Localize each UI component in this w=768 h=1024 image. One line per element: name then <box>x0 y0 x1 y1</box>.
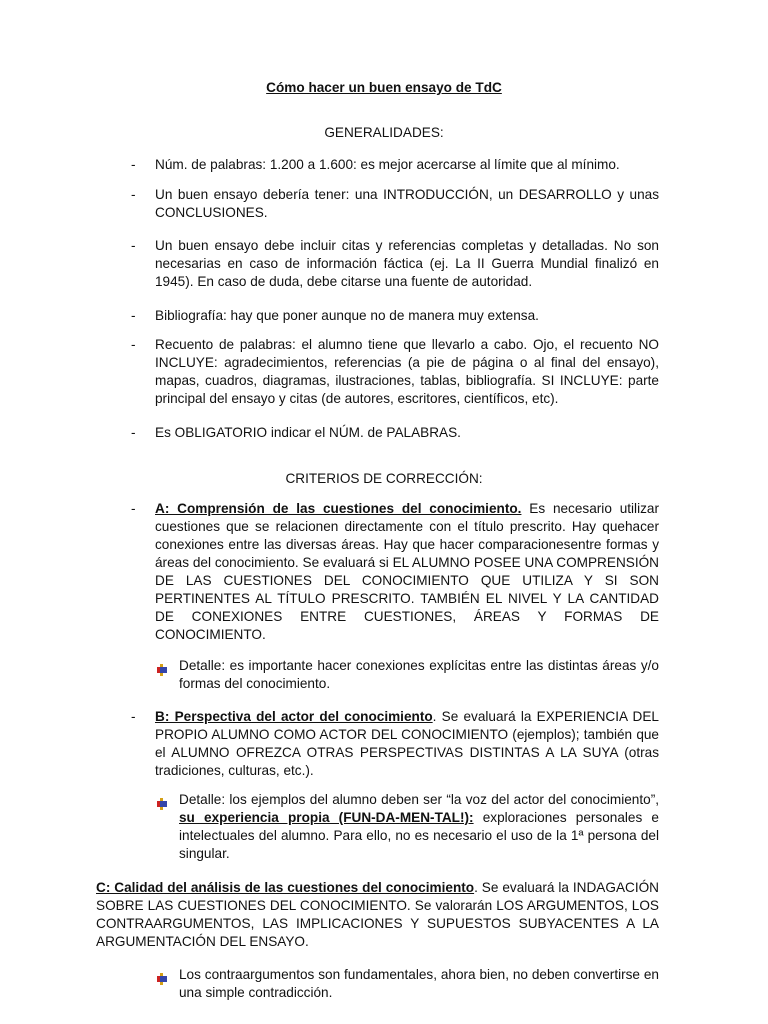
criterion-b-detail-emphasis: su experiencia propia (FUN-DA-MEN-TAL!): <box>179 810 474 825</box>
criterion-b-text: . Se evaluará la EXPERIENCIA DEL PROPIO ALUMNO COMO ACTOR DEL CONOCIMIENTO (ejemplos); también que el ALUMNO OFREZCA OTRAS PERSPECTIVAS DISTINTAS A LA SUYA (otras tradiciones, culturas, etc.). <box>155 709 659 778</box>
criterion-b-detail-pre: Detalle: los ejemplos del alumno deben ser “la voz del actor del conocimiento”, <box>179 792 659 807</box>
list-item: Un buen ensayo debería tener: una INTRODUCCIÓN, un DESARROLLO y unas CONCLUSIONES. <box>155 187 659 220</box>
criterion-b-label: B: Perspectiva del actor del conocimiento <box>155 709 433 724</box>
colored-bullet-icon <box>156 798 168 810</box>
criterion-a-label: A: Comprensión de las cuestiones del conocimiento. <box>155 501 522 516</box>
list-dash: - <box>131 157 136 172</box>
section-heading-generalidades: GENERALIDADES: <box>324 125 444 140</box>
list-dash: - <box>131 425 136 440</box>
criterion-a-detail: Detalle: es importante hacer conexiones explícitas entre las distintas áreas y/o formas del conocimiento. <box>179 658 659 691</box>
criterion-c-text: . Se evaluará la INDAGACIÓN SOBRE LAS CUESTIONES DEL CONOCIMIENTO. Se valorarán LOS ARGUMENTOS, LOS CONTRAARGUMENTOS, LAS IMPLICACIONES Y SUPUESTOS SUBYACENTES A LA ARGUMENTACIÓN DEL ENSAYO. <box>96 880 659 949</box>
list-item: Bibliografía: hay que poner aunque no de manera muy extensa. <box>155 308 539 323</box>
section-heading-criterios: CRITERIOS DE CORRECCIÓN: <box>285 471 483 486</box>
list-dash: - <box>131 308 136 323</box>
list-item: Núm. de palabras: 1.200 a 1.600: es mejor acercarse al límite que al mínimo. <box>155 157 620 172</box>
criterion-c-detail: Los contraargumentos son fundamentales, ahora bien, no deben convertirse en una simple contradicción. <box>179 967 659 1000</box>
document-title: Cómo hacer un buen ensayo de TdC <box>266 80 502 95</box>
criterion-b-detail-post: exploraciones personales e intelectuales del alumno. Para ello, no es necesario el uso de la 1ª persona del singular. <box>179 810 659 861</box>
colored-bullet-icon <box>156 973 168 985</box>
list-item: Es OBLIGATORIO indicar el NÚM. de PALABRAS. <box>155 425 461 440</box>
criterion-c-label: C: Calidad del análisis de las cuestiones del conocimiento <box>96 880 475 895</box>
criterion-c <box>96 879 659 951</box>
list-dash: - <box>131 337 136 352</box>
list-dash: - <box>131 238 136 253</box>
colored-bullet-icon <box>156 664 168 676</box>
list-item: Recuento de palabras: el alumno tiene que llevarlo a cabo. Ojo, el recuento NO INCLUYE: agradecimientos, referencias (a pie de página o al final del ensayo), mapas, cuadros, diagramas, ilustraciones, tablas, bibliografía. SI INCLUYE: parte principal del ensayo y citas (de autores, escritores, científicos, etc). <box>155 337 659 406</box>
criterion-a-text: Es necesario utilizar cuestiones que se relacionen directamente con el título prescrito. Hay quehacer conexiones entre las diversas áreas. Hay que hacer comparacionesentre formas y áreas del conocimiento. Se evaluará si EL ALUMNO POSEE UNA COMPRENSIÓN DE LAS CUESTIONES DEL CONOCIMIENTO QUE UTILIZA Y SI SON PERTINENTES AL TÍTULO PRESCRITO. TAMBIÉN EL NIVEL Y LA CANTIDAD DE CONEXIONES ENTRE CUESTIONES, ÁREAS Y FORMAS DE CONOCIMIENTO. <box>155 501 659 642</box>
criterion-a <box>155 500 659 644</box>
criterion-b <box>155 708 659 780</box>
list-dash: - <box>131 501 136 516</box>
list-dash: - <box>131 709 136 724</box>
list-dash: - <box>131 187 136 202</box>
criterion-b-detail <box>179 791 659 863</box>
list-item: Un buen ensayo debe incluir citas y referencias completas y detalladas. No son necesarias en caso de información fáctica (ej. La II Guerra Mundial finalizó en 1945). En caso de duda, debe citarse una fuente de autoridad. <box>155 238 659 289</box>
